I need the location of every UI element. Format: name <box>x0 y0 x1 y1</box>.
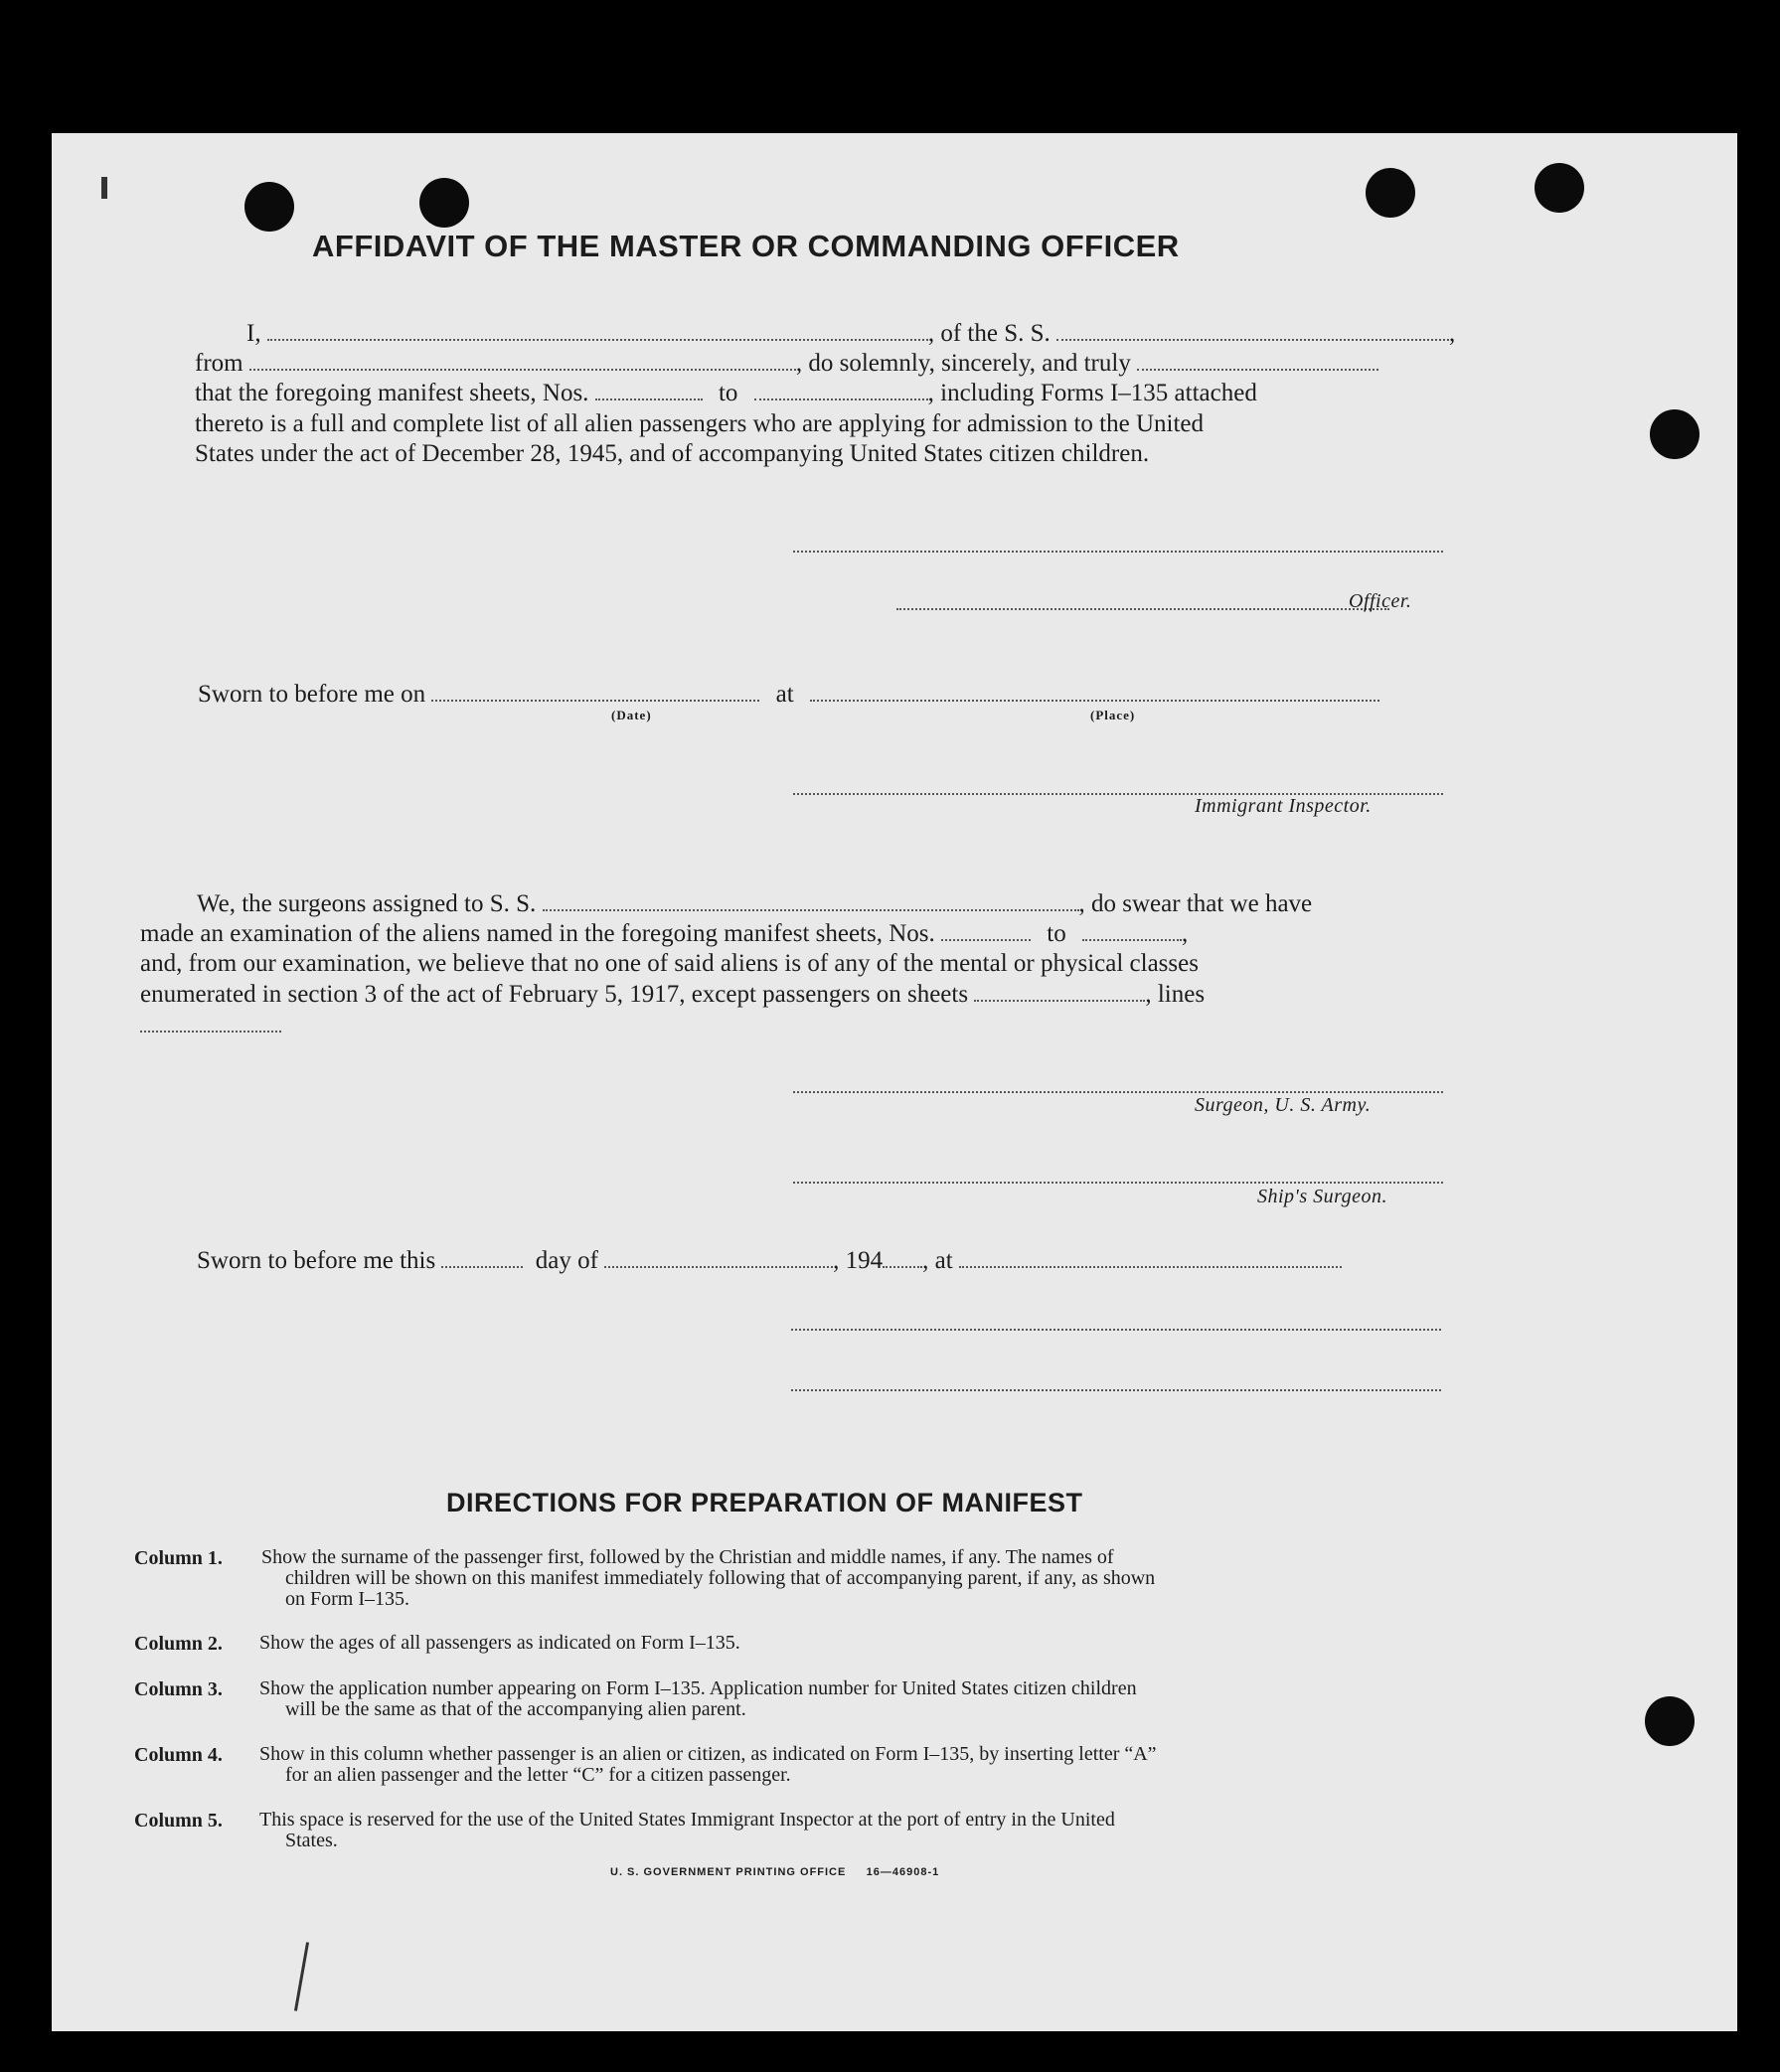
officiant-signature-line-1[interactable] <box>791 1329 1441 1331</box>
punch-hole <box>1650 409 1699 459</box>
ship-surgeon-signature-line[interactable] <box>793 1182 1443 1184</box>
punch-hole <box>419 178 469 228</box>
directions-title: DIRECTIONS FOR PREPARATION OF MANIFEST <box>446 1488 1083 1517</box>
army-surgeon-signature-line[interactable] <box>793 1091 1443 1093</box>
sheets-to-field[interactable] <box>754 398 928 400</box>
affidavit-line-1: I, , of the S. S. , <box>246 320 1456 347</box>
sheets-from-field[interactable] <box>595 398 703 400</box>
inspector-label: Immigrant Inspector. <box>1195 795 1372 817</box>
officiant-signature-line-2[interactable] <box>791 1389 1441 1391</box>
direction-column-3: Column 3. Show the application number appearing on Form I–135. Application number for United States citizen children will be the same as that of the accompanying alien parent. <box>134 1677 1137 1720</box>
punch-hole <box>1535 163 1584 213</box>
affidavit-title: AFFIDAVIT OF THE MASTER OR COMMANDING OFFICER <box>312 229 1180 263</box>
surgeons-sheets-from-field[interactable] <box>941 939 1031 941</box>
surgeons-line-4: enumerated in section 3 of the act of February 5, 1917, except passengers on sheets , lines <box>140 981 1206 1008</box>
affidavit-line-4: thereto is a full and complete list of all alien passengers who are applying for admission to the United <box>195 410 1205 437</box>
excepted-sheets-field[interactable] <box>974 1000 1145 1002</box>
scan-mark <box>294 1942 309 2010</box>
sworn-place-field[interactable] <box>810 700 1379 702</box>
direction-column-5: Column 5. This space is reserved for the use of the United States Immigrant Inspector at the port of entry in the United States. <box>134 1809 1115 1851</box>
army-surgeon-label: Surgeon, U. S. Army. <box>1195 1094 1372 1116</box>
punch-hole <box>1366 168 1415 218</box>
scan-mark <box>101 177 107 199</box>
sworn-date-field[interactable] <box>431 700 759 702</box>
surgeons-sheets-to-field[interactable] <box>1082 939 1182 941</box>
oath-field[interactable] <box>1137 369 1378 371</box>
name-field[interactable] <box>267 339 928 341</box>
punch-hole <box>244 182 294 232</box>
punch-hole <box>1645 1696 1695 1746</box>
date-caption: (Date) <box>611 708 652 722</box>
officer-signature-line-2[interactable] <box>896 608 1389 610</box>
sworn-date-place-line: Sworn to before me on at <box>198 681 1379 709</box>
direction-column-4: Column 4. Show in this column whether passenger is an alien or citizen, as indicated on Form I–135, by inserting letter “A” for an alien passenger and the letter “C” for a citizen passenger. <box>134 1743 1157 1786</box>
sworn-year-field[interactable] <box>883 1266 922 1268</box>
excepted-lines-field[interactable] <box>140 1031 281 1033</box>
form-page <box>52 133 1737 2031</box>
ship-name-field[interactable] <box>1056 339 1449 341</box>
direction-column-1: Column 1. Show the surname of the passenger first, followed by the Christian and middle names, if any. The names of children will be shown on this manifest immediately following that of accompanying parent, if any, as shown on Form I–135. <box>134 1546 1156 1610</box>
surgeons-line-2: made an examination of the aliens named in the foregoing manifest sheets, Nos. to , <box>140 920 1189 947</box>
sworn-month-field[interactable] <box>604 1266 833 1268</box>
from-field[interactable] <box>249 369 796 371</box>
directions-list <box>134 1547 1506 1859</box>
surgeons-line-1: We, the surgeons assigned to S. S. , do swear that we have <box>197 890 1313 917</box>
sworn-day-field[interactable] <box>441 1266 523 1268</box>
ship-surgeon-label: Ship's Surgeon. <box>1257 1186 1388 1207</box>
printing-office-footer: U. S. GOVERNMENT PRINTING OFFICE 16—46908-1 <box>610 1866 940 1878</box>
place-caption: (Place) <box>1090 708 1136 722</box>
affidavit-line-5: States under the act of December 28, 1945, and of accompanying United States citizen children. <box>195 440 1150 467</box>
affidavit-line-3: that the foregoing manifest sheets, Nos. to , including Forms I–135 attached <box>195 380 1257 406</box>
surgeons-ship-field[interactable] <box>543 909 1079 911</box>
sworn-day-line: Sworn to before me this day of , 194 , at <box>197 1247 1342 1275</box>
affidavit-line-2: from , do solemnly, sincerely, and truly <box>195 350 1378 378</box>
officer-signature-line-1[interactable] <box>793 551 1443 553</box>
direction-column-2: Column 2. Show the ages of all passengers as indicated on Form I–135. <box>134 1632 740 1655</box>
officer-label: Officer. <box>1349 590 1412 612</box>
sworn-place-field-2[interactable] <box>959 1266 1342 1268</box>
surgeons-line-3: and, from our examination, we believe that no one of said aliens is of any of the mental or physical classes <box>140 950 1199 977</box>
